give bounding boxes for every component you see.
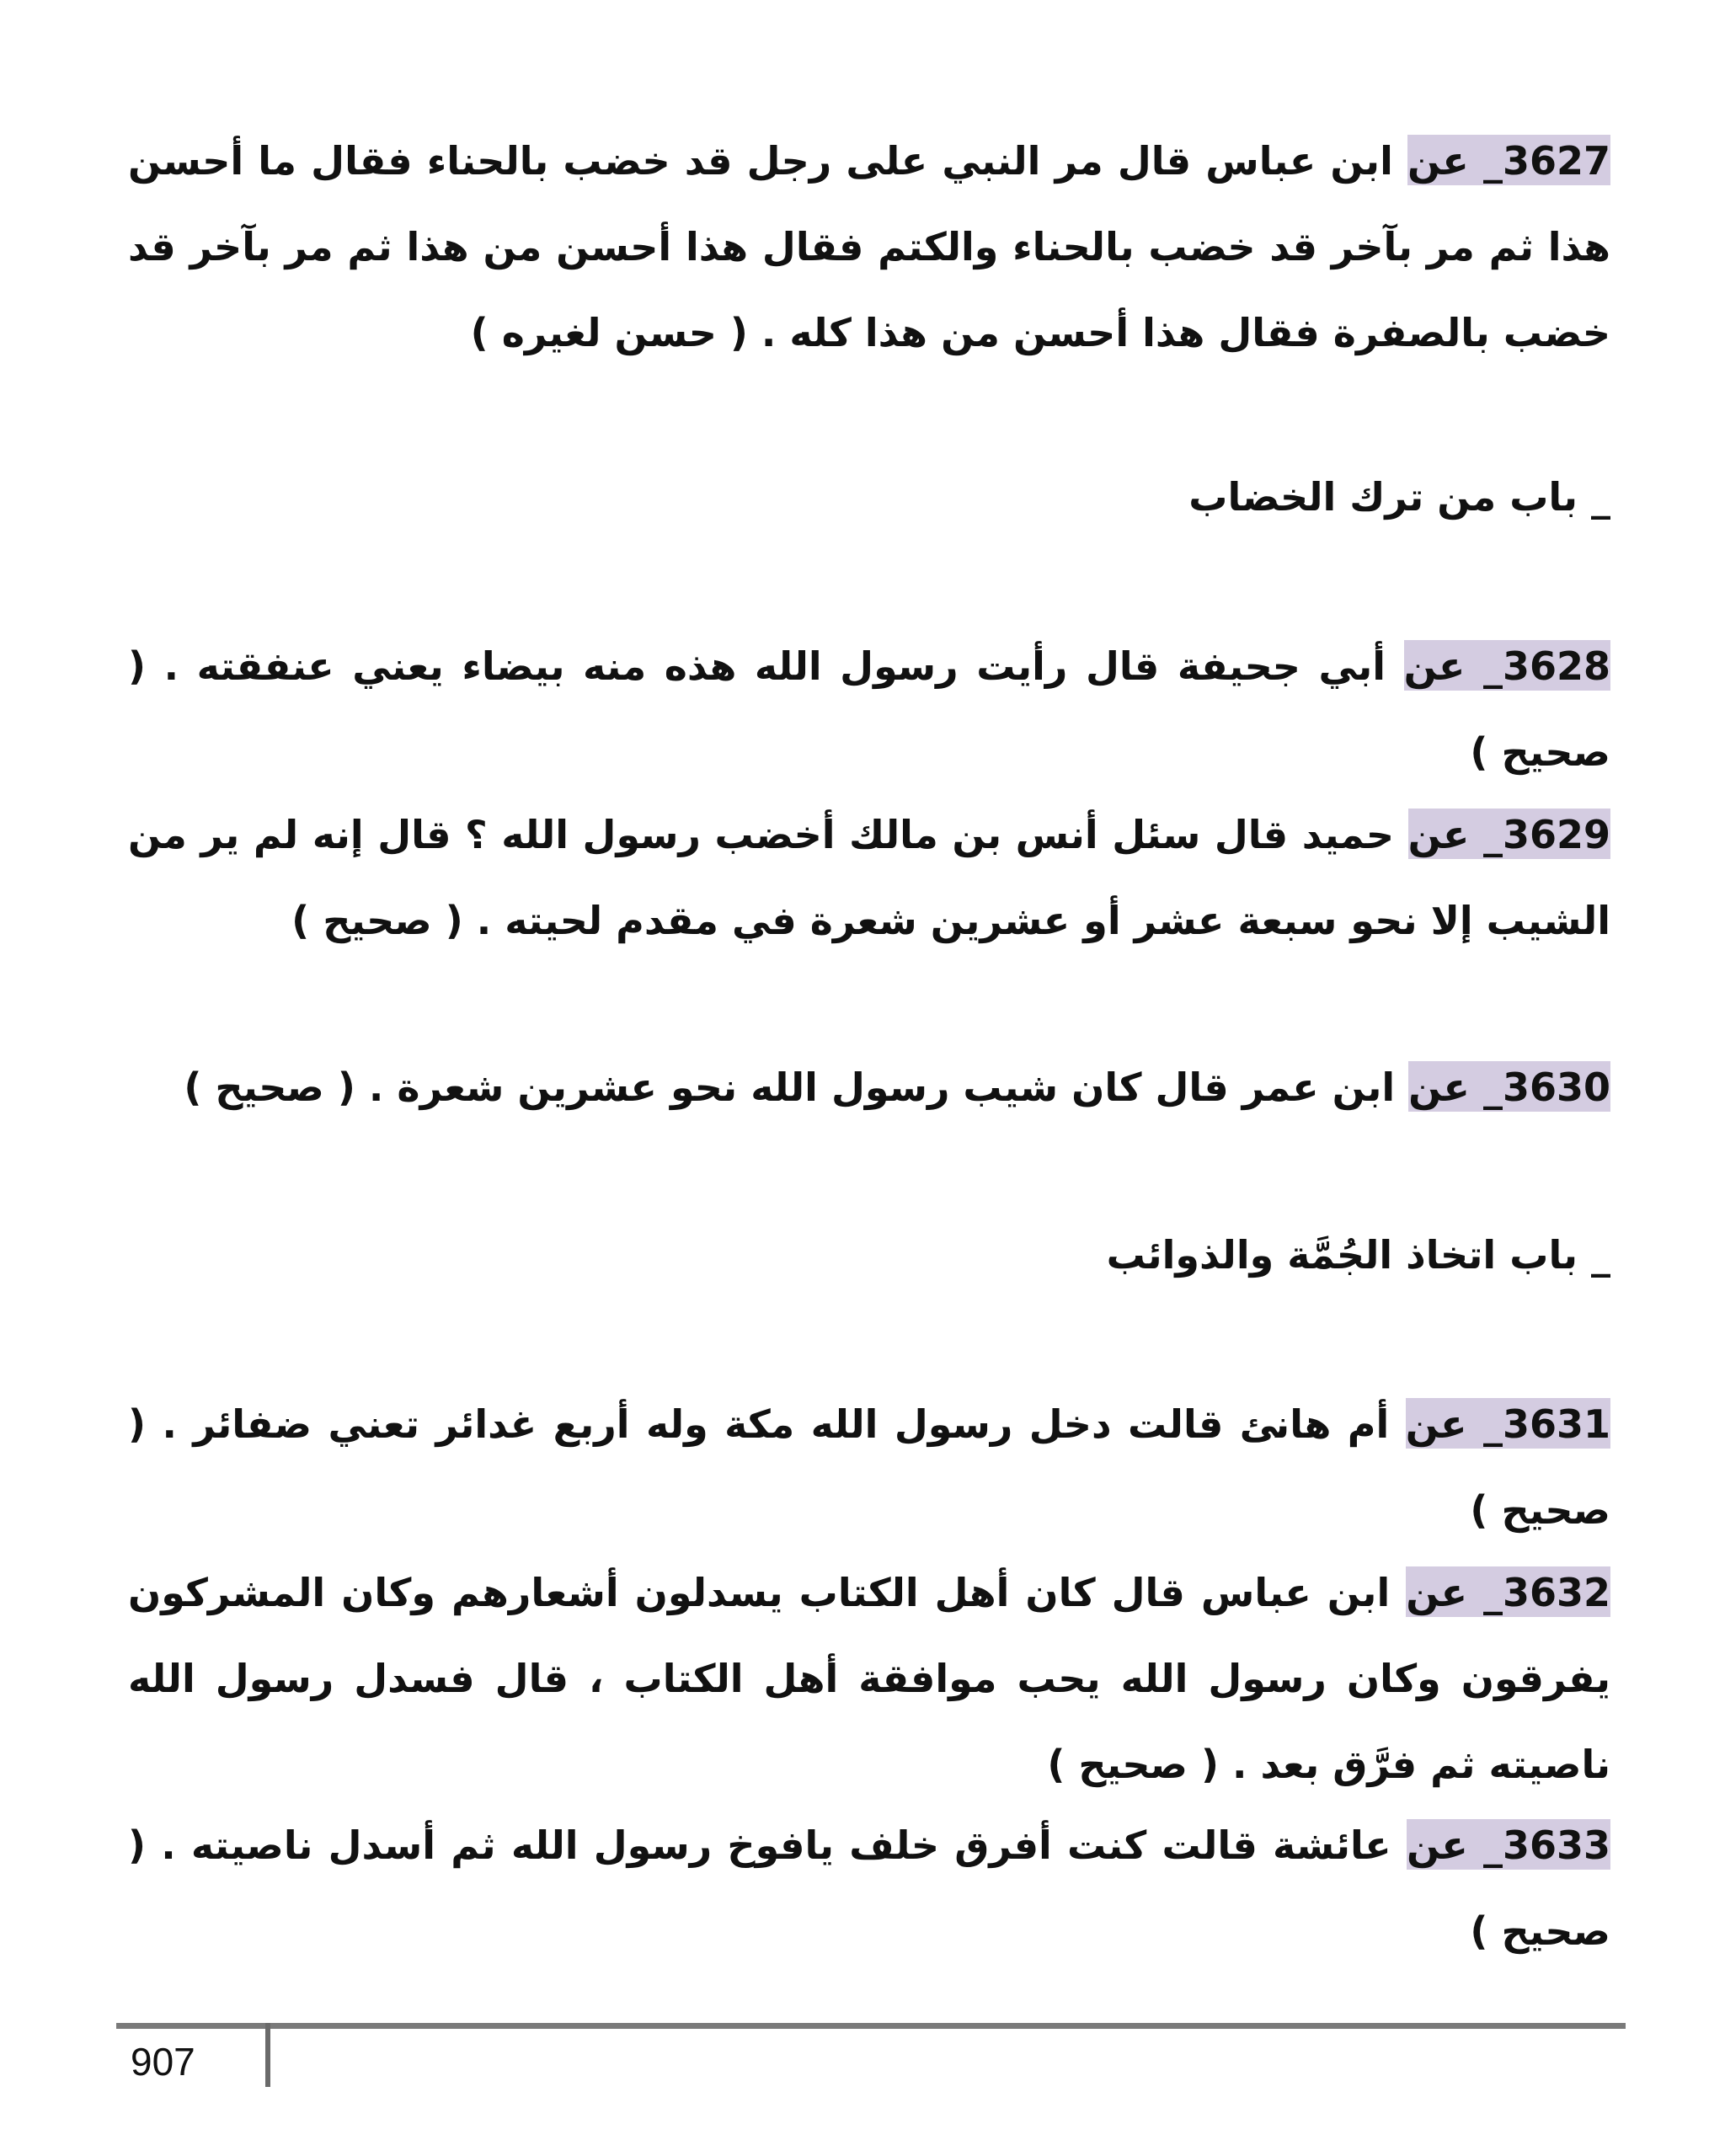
hadith-text: ابن عباس قال كان أهل الكتاب يسدلون أشعارهم وكان المشركون يفرقون وكان رسول الله يحب موافقة أهل الكتاب ، قال فسدل رسول الله ناصيته ثم فرَّق بعد . ( صحيح ) [128, 1570, 1610, 1787]
hadith-an: عن [1405, 1401, 1467, 1447]
hadith-3627 [128, 118, 1610, 376]
hadith-3628 [128, 623, 1610, 795]
hadith-number-highlight [1406, 1398, 1610, 1449]
hadith-number: 3632_ [1482, 1570, 1611, 1615]
hadith-number-highlight [1408, 808, 1610, 859]
hadith-text: ابن عباس قال مر النبي على رجل قد خضب بالحناء فقال ما أحسن هذا ثم مر بآخر قد خضب بالحناء والكتم فقال هذا أحسن من هذا ثم مر بآخر قد خضب بالصفرة فقال هذا أحسن من هذا كله . ( حسن لغيره ) [128, 138, 1610, 355]
hadith-number: 3627_ [1482, 138, 1611, 184]
hadith-text: عائشة قالت كنت أفرق خلف يافوخ رسول الله ثم أسدل ناصيته . ( صحيح ) [128, 1822, 1610, 1954]
hadith-number-highlight [1404, 640, 1610, 691]
hadith-text: أبي جحيفة قال رأيت رسول الله هذه منه بيضاء يعني عنفقته . ( صحيح ) [128, 643, 1610, 775]
page-number: 907 [131, 2040, 195, 2084]
hadith-number-highlight [1407, 1819, 1610, 1870]
hadith-number-highlight [1406, 1566, 1610, 1617]
hadith-number: 3628_ [1482, 643, 1611, 689]
hadith-number-highlight [1408, 1061, 1610, 1112]
hadith-number: 3631_ [1482, 1401, 1611, 1447]
hadith-number: 3629_ [1482, 812, 1610, 857]
footer-rule [116, 2023, 1626, 2029]
hadith-3633 [128, 1802, 1610, 1974]
hadith-an: عن [1403, 643, 1466, 689]
hadith-number: 3633_ [1482, 1822, 1611, 1868]
hadith-an: عن [1406, 1570, 1468, 1615]
section-heading-2: _ باب اتخاذ الجُمَّة والذوائب [1106, 1232, 1610, 1278]
hadith-an: عن [1408, 1065, 1470, 1110]
section-heading-1: _ باب من ترك الخضاب [1188, 474, 1610, 520]
hadith-3632 [128, 1550, 1610, 1807]
hadith-text: حميد قال سئل أنس بن مالك أخضب رسول الله ؟ قال إنه لم ير من الشيب إلا نحو سبعة عشر أو عشرين شعرة في مقدم لحيته . ( صحيح ) [128, 812, 1610, 943]
hadith-an: عن [1407, 812, 1470, 857]
footer-divider-tick [265, 2023, 270, 2087]
hadith-3630 [128, 1044, 1610, 1130]
hadith-3631 [128, 1381, 1610, 1553]
hadith-number-highlight [1407, 135, 1610, 185]
hadith-3629 [128, 792, 1610, 963]
hadith-number: 3630_ [1482, 1065, 1610, 1110]
hadith-an: عن [1407, 138, 1469, 184]
hadith-text: ابن عمر قال كان شيب رسول الله نحو عشرين شعرة . ( صحيح ) [184, 1065, 1396, 1110]
hadith-an: عن [1406, 1822, 1468, 1868]
hadith-text: أم هانئ قالت دخل رسول الله مكة وله أربع غدائر تعني ضفائر . ( صحيح ) [128, 1401, 1610, 1533]
